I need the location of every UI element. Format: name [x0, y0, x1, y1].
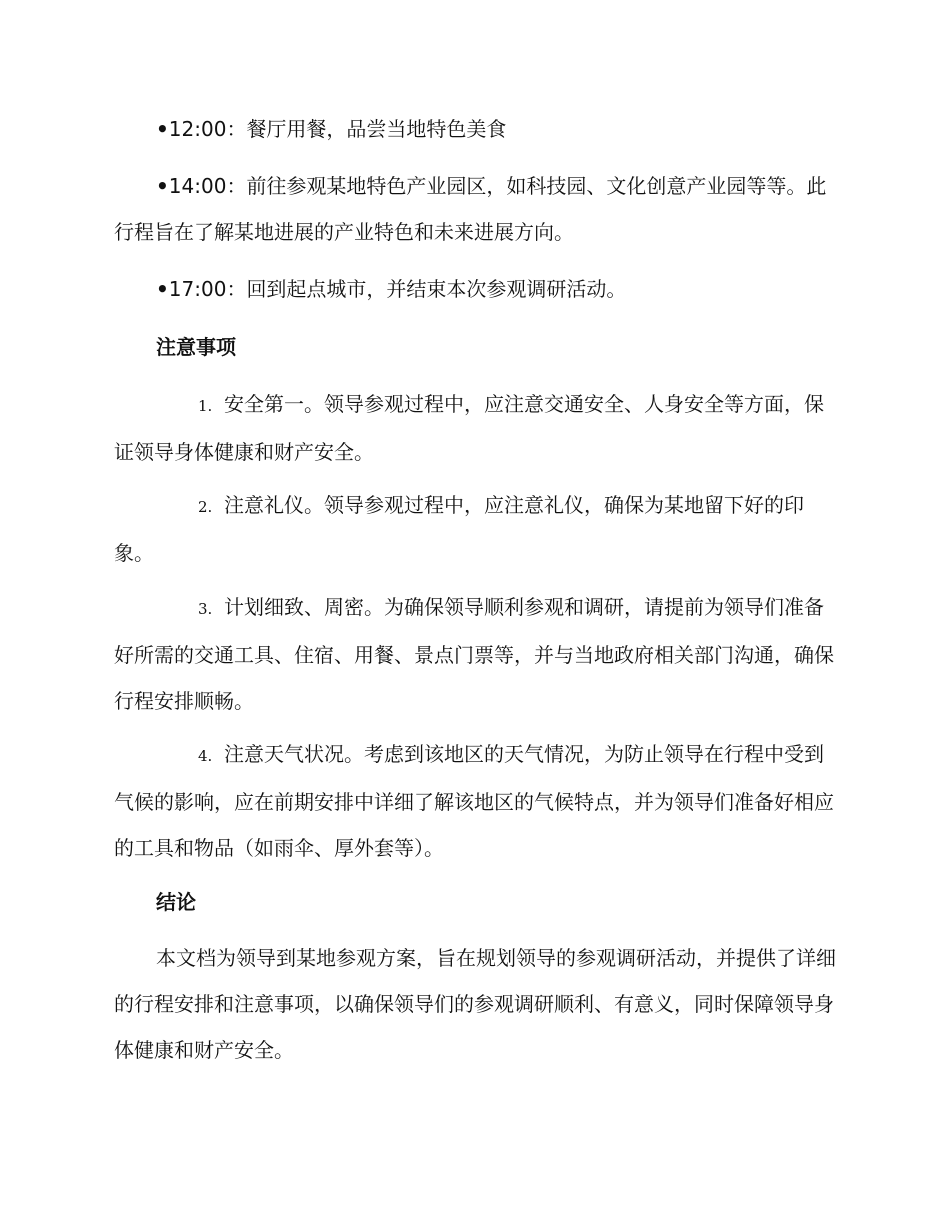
- note-item-2: [114, 482, 836, 576]
- note-number: 3.: [198, 600, 213, 618]
- time-separator: ：: [226, 277, 247, 301]
- schedule-text: 回到起点城市，并结束本次参观调研活动。: [246, 277, 627, 301]
- note-number: 4.: [198, 747, 213, 765]
- schedule-time: 14:00: [168, 174, 227, 198]
- note-number: 2.: [198, 498, 213, 516]
- schedule-item-1200: [114, 106, 836, 152]
- schedule-text: 前往参观某地特色产业园区，如科技园、文化创意产业园等等。此行程旨在了解某地进展的产业特色和未来进展方向。: [114, 174, 827, 244]
- notes-heading: 注意事项: [156, 335, 236, 359]
- schedule-time: 17:00: [168, 277, 227, 301]
- time-separator: ：: [226, 174, 247, 198]
- schedule-item-1700: [114, 266, 836, 312]
- note-text: 注意礼仪。领导参观过程中，应注意礼仪，确保为某地留下好的印象。: [114, 493, 804, 565]
- note-text: 安全第一。领导参观过程中，应注意交通安全、人身安全等方面，保证领导身体健康和财产安全。: [114, 392, 824, 464]
- schedule-item-1400: [114, 163, 836, 255]
- bullet-mark: •: [156, 174, 169, 198]
- note-number: 1.: [198, 397, 213, 415]
- schedule-text: 餐厅用餐，品尝当地特色美食: [246, 117, 507, 141]
- note-text: 注意天气状况。考虑到该地区的天气情况，为防止领导在行程中受到气候的影响，应在前期安排中详细了解该地区的气候特点，并为领导们准备好相应的工具和物品（如雨伞、厚外套等）。: [114, 742, 834, 860]
- note-item-3: [114, 584, 836, 724]
- conclusion-paragraph: 本文档为领导到某地参观方案，旨在规划领导的参观调研活动，并提供了详细的行程安排和注意事项，以确保领导们的参观调研顺利、有意义，同时保障领导身体健康和财产安全。: [114, 946, 836, 1062]
- note-text: 计划细致、周密。为确保领导顺利参观和调研，请提前为领导们准备好所需的交通工具、住宿、用餐、景点门票等，并与当地政府相关部门沟通，确保行程安排顺畅。: [114, 595, 834, 713]
- time-separator: ：: [226, 117, 247, 141]
- schedule-time: 12:00: [168, 117, 227, 141]
- note-item-1: [114, 381, 836, 475]
- conclusion-heading: 结论: [156, 890, 196, 914]
- bullet-mark: •: [156, 277, 169, 301]
- note-item-4: [114, 731, 836, 871]
- bullet-mark: •: [156, 117, 169, 141]
